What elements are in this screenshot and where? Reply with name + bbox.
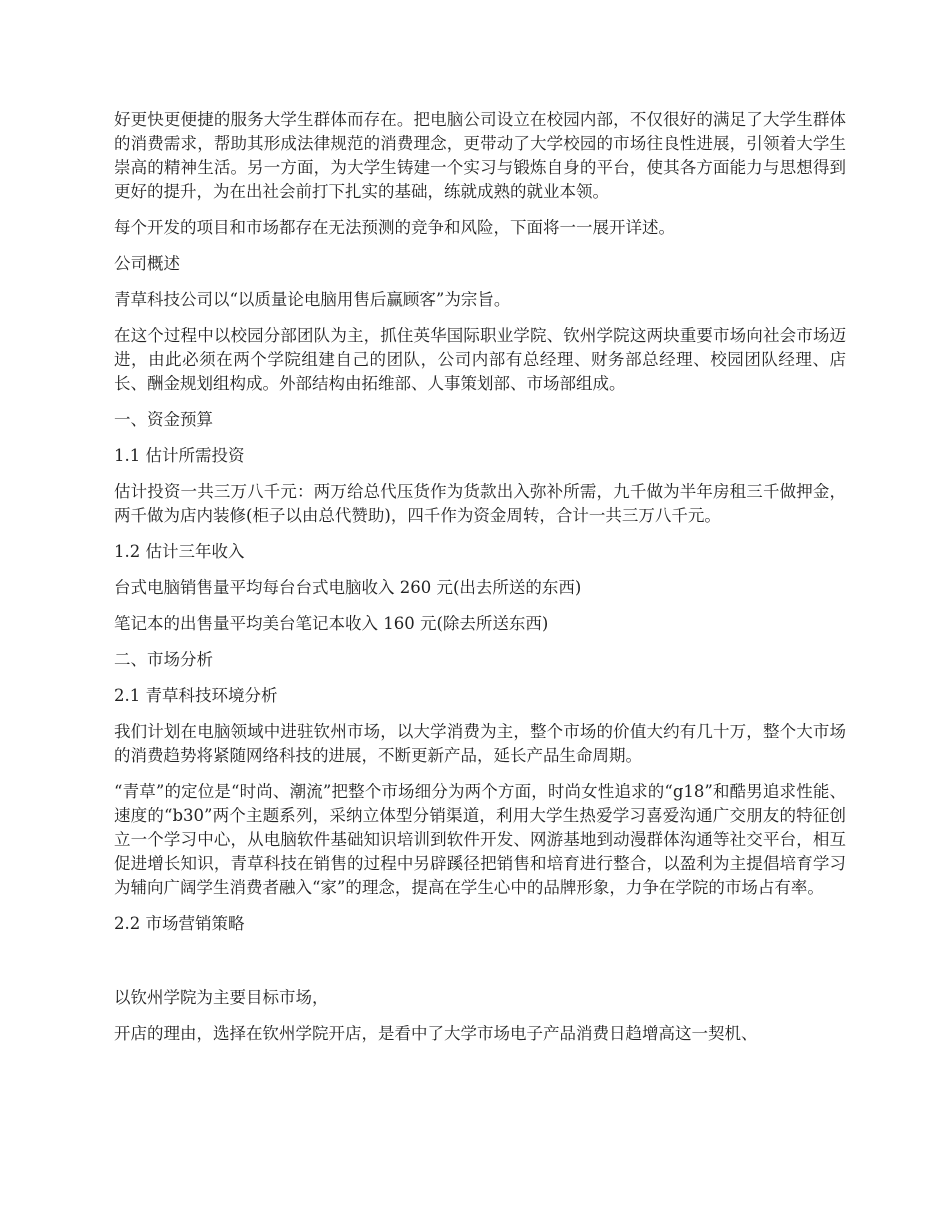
- heading-income-estimate: 1.2 估计三年收入: [114, 542, 245, 561]
- paragraph-market-plan: 我们计划在电脑领域中进驻钦州市场，以大学消费为主，整个市场的价值大约有几十万，整个大市场的消费趋势将紧随网络科技的进展，不断更新产品，延长产品生命周期。: [114, 722, 846, 765]
- paragraph-laptop-income: 笔记本的出售量平均美台笔记本收入 160 元(除去所送东西): [114, 614, 549, 633]
- paragraph-company-structure: 在这个过程中以校园分部团队为主，抓住英华国际职业学院、钦州学院这两块重要市场向社会市场迈进，由此必须在两个学院组建自己的团队，公司内部有总经理、财务部总经理、校园团队经理、店长、酬金规划组构成。外部结构由拓维部、人事策划部、市场部组成。: [114, 326, 846, 393]
- heading-environment-analysis: 2.1 青草科技环境分析: [114, 686, 278, 705]
- paragraph-target-market: 以钦州学院为主要目标市场，: [114, 988, 329, 1007]
- paragraph-investment-details: 估计投资一共三万八千元：两万给总代压货作为货款出入弥补所需，九千做为半年房租三千做押金，两千做为店内装修(柜子以由总代赞助)，四千作为资金周转，合计一共三万八千元。: [114, 482, 846, 525]
- paragraph-intro-continued: 好更快更便捷的服务大学生群体而存在。把电脑公司设立在校园内部，不仅很好的满足了大学生群体的消费需求，帮助其形成法律规范的消费理念，更带动了大学校园的市场往良性进展，引领着大学生崇高的精神生活。另一方面，为大学生铸建一个实习与锻炼自身的平台，使其各方面能力与思想得到更好的提升，为在出社会前打下扎实的基础，练就成熟的就业本领。: [114, 110, 846, 201]
- paragraph-store-reason: 开店的理由，选择在钦州学院开店，是看中了大学市场电子产品消费日趋增高这一契机、: [114, 1024, 758, 1043]
- heading-market-analysis: 二、市场分析: [114, 650, 213, 669]
- heading-marketing-strategy: 2.2 市场营销策略: [114, 914, 245, 933]
- paragraph-desktop-income: 台式电脑销售量平均每台台式电脑收入 260 元(出去所送的东西): [114, 578, 582, 597]
- heading-budget: 一、资金预算: [114, 410, 213, 429]
- heading-company-overview: 公司概述: [114, 254, 180, 273]
- paragraph-brand-positioning: “青草”的定位是“时尚、潮流”把整个市场细分为两个方面，时尚女性追求的“g18”和酷男追求性能、速度的“b30”两个主题系列，采纳立体型分销渠道，利用大学生热爱学习喜爱沟通广交朋友的特征创立一个学习中心，从电脑软件基础知识培训到软件开发、网游基地到动漫群体沟通等社交平台，相互促进增长知识，青草科技在销售的过程中另辟蹊径把销售和培育进行整合，以盈利为主提倡培育学习为辅向广阔学生消费者融入“家”的理念，提高在学生心中的品牌形象，力争在学院的市场占有率。: [114, 782, 846, 897]
- heading-investment-estimate: 1.1 估计所需投资: [114, 446, 245, 465]
- document-page: [114, 108, 846, 1058]
- paragraph-company-motto: 青草科技公司以“以质量论电脑用售后赢顾客”为宗旨。: [114, 290, 511, 309]
- paragraph-risk-note: 每个开发的项目和市场都存在无法预测的竞争和风险，下面将一一展开详述。: [114, 218, 675, 237]
